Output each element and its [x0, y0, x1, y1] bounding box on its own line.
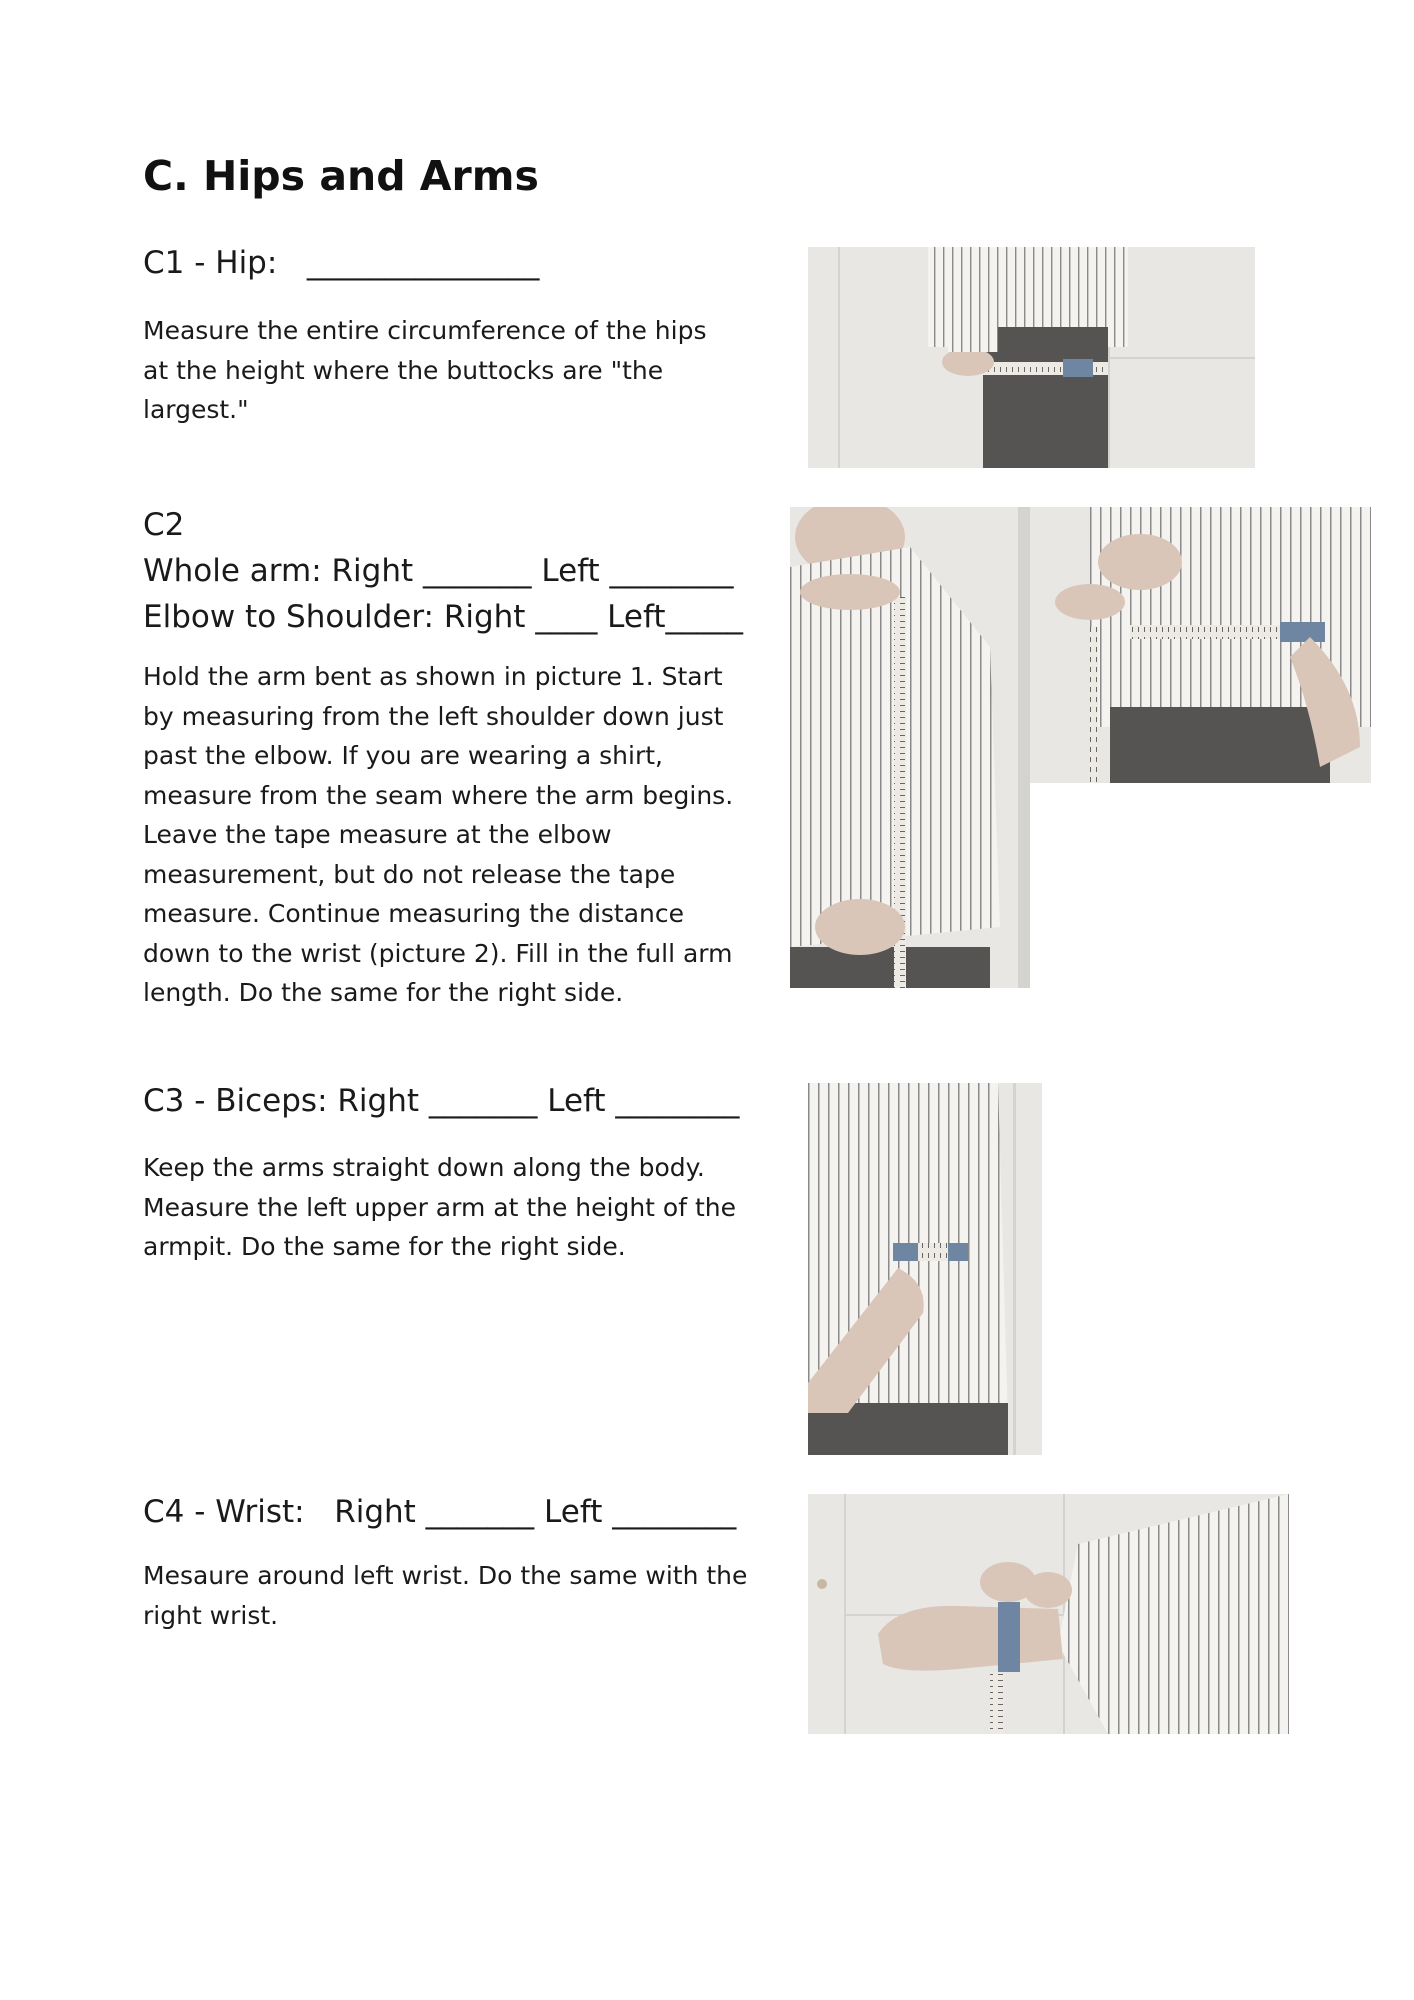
arm-measurement-photo-1 [790, 507, 1030, 988]
c1-hip-heading: C1 - Hip: _______________ [143, 245, 540, 281]
page-title: C. Hips and Arms [143, 152, 539, 200]
hip-measurement-photo [808, 247, 1255, 468]
biceps-measurement-photo [808, 1083, 1042, 1455]
c4-wrist-description: Mesaure around left wrist. Do the same with the right wrist. [143, 1561, 748, 1630]
c2-elbow-to-shoulder-field: Elbow to Shoulder: Right ____ Left_____ [143, 599, 743, 635]
c2-arm-description: Hold the arm bent as shown in picture 1. Start by measuring from the left shoulder down just past the elbow. If you are wearing a shirt, measure from the seam where the arm begins. Leave the tape measure at the elbow measurement, but do not release the tape measure. Continue measuring the distance down to the wrist (picture 2). Fill in the full arm length. Do the same for the right side. [143, 662, 734, 1007]
c2-whole-arm-field: Whole arm: Right _______ Left ________ [143, 553, 734, 589]
c2-label: C2 [143, 507, 185, 543]
arm-measurement-photo-2 [1030, 507, 1371, 783]
wrist-measurement-photo [808, 1494, 1289, 1734]
c1-hip-description: Measure the entire circumference of the hips at the height where the buttocks are "the largest." [143, 316, 707, 424]
c4-wrist-heading: C4 - Wrist: Right _______ Left ________ [143, 1494, 737, 1530]
c3-biceps-heading: C3 - Biceps: Right _______ Left ________ [143, 1083, 740, 1119]
c3-biceps-description: Keep the arms straight down along the body. Measure the left upper arm at the height of the armpit. Do the same for the right side. [143, 1153, 737, 1261]
